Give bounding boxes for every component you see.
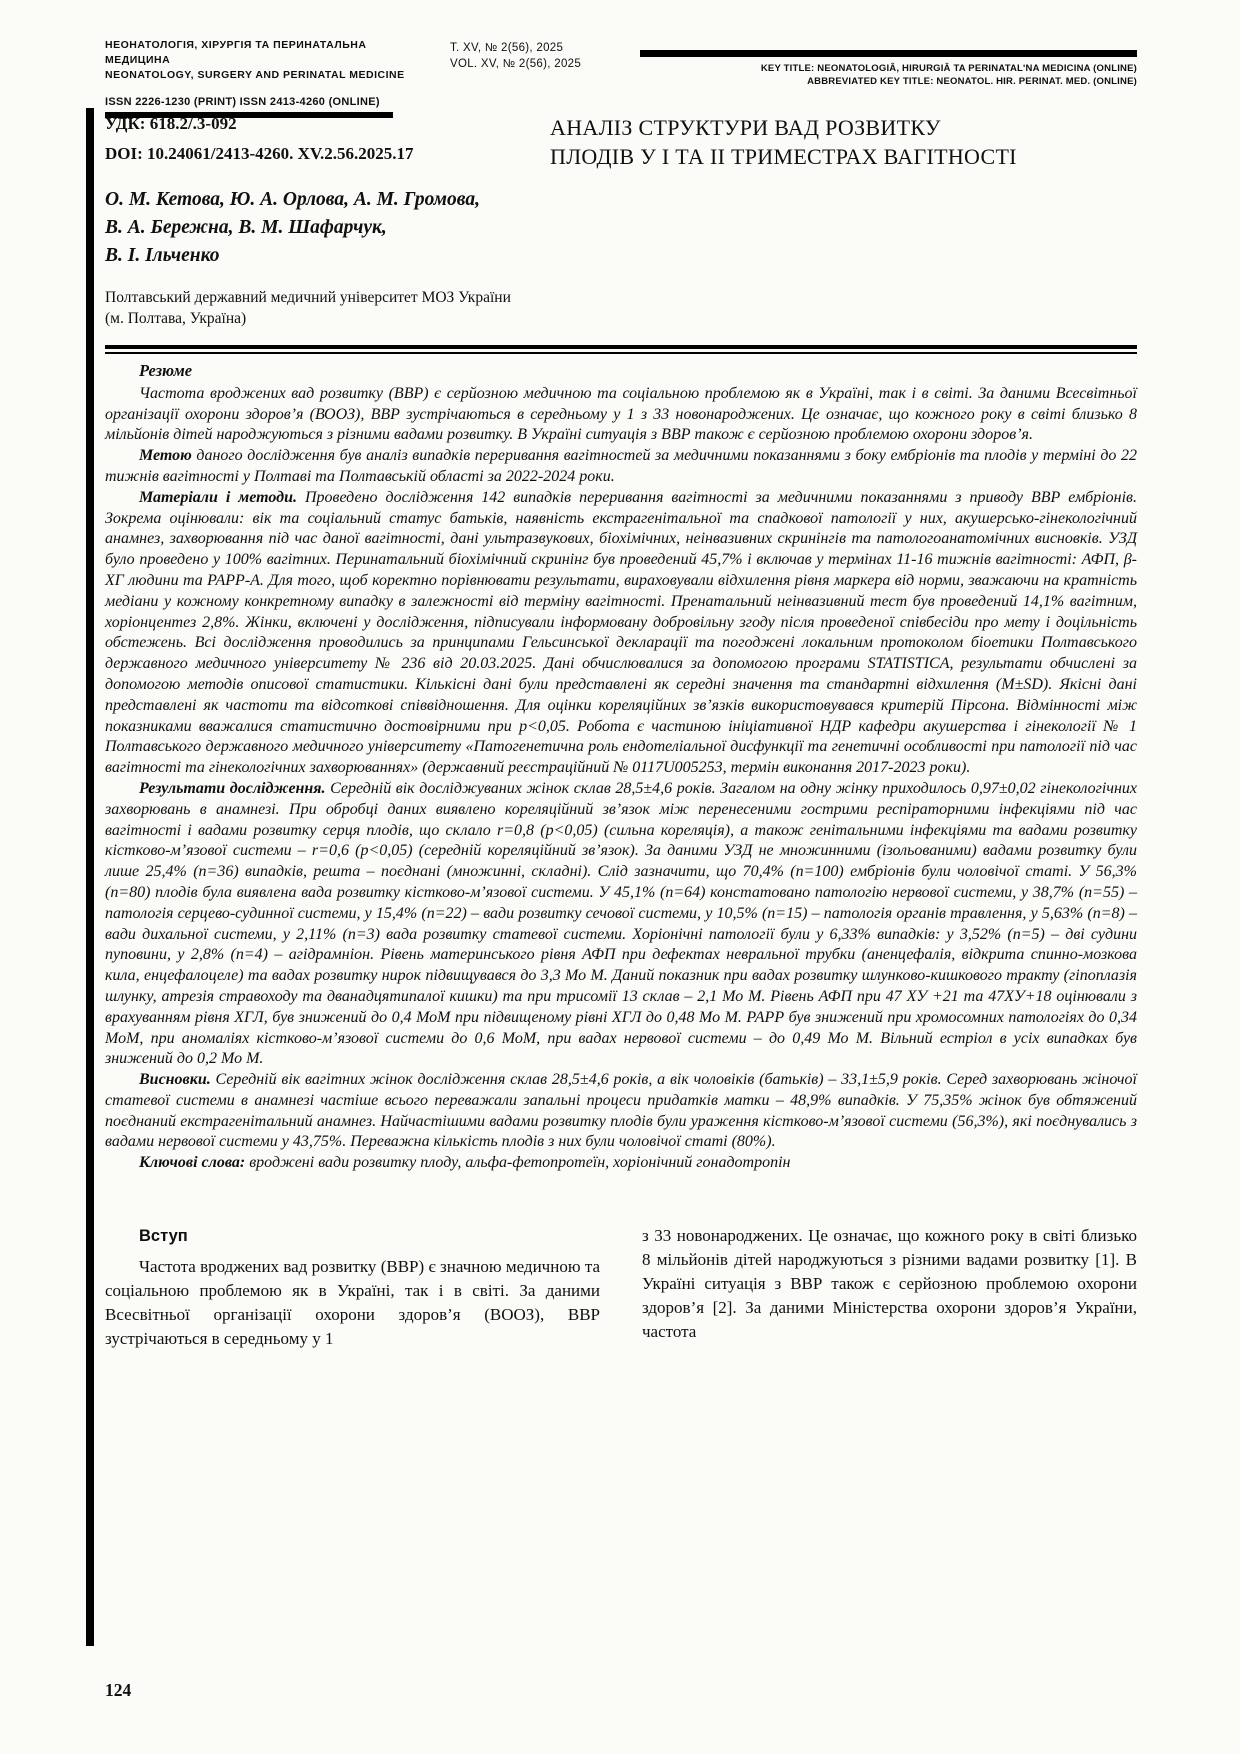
affiliation-block <box>105 287 550 329</box>
abbreviated-key-title: ABBREVIATED KEY TITLE: NEONATOL. HIR. PERINAT. MED. (ONLINE) <box>807 76 1137 87</box>
abstract-results-text: Середній вік досліджуваних жінок склав 28,5±4,6 років. Загалом на одну жінку приходилось 0,97±0,02 гінекологічних захворювань в анамнезі. При обробці даних виявлено кореляційний зв’язок між перенесеними гострими респіраторними інфекціями під час вагітності і вадами розвитку серця плодів, що склало r=0,8 (p<0,05) (сильна кореляція), а також генітальними інфекціями та вадами розвитку кістково-м’язової системи – r=0,6 (p<0,05) (середній кореляційний зв’язок). За даними УЗД не множинними (ізольованими) вадами розвитку були лише 25,4% (n=36) випадків, решта – поєднані (множинні, складні). Слід зазначити, що 70,4% (n=100) ембріонів були чоловічої статі. У 56,3% (n=80) плодів була виявлена вада розвитку кістково-м’язової системи. У 45,1% (n=64) констатовано патологію нервової системи, у 38,7% (n=55) – патологія серцево-судинної системи, у 15,4% (n=22) – вади розвитку сечової системи, у 10,5% (n=15) – патологія органів травлення, у 5,63% (n=8) – вади дихальної системи, у 2,11% (n=3) вада розвитку статевої системи. Хоріонічні патології були у 6,33% випадків: у 3,52% (n=5) – дві судини пуповини, у 2,8% (n=4) – агідрамніон. Рівень материнського рівня АФП при дефектах невральної трубки (аненцефалія, відкрита спинно-мозкова кила, енцефалоцеле) та вадах розвитку нирок підвищувався до 3,3 Мо М. Даний показник при вадах розвитку шлунково-кишкового тракту (гіпоплазія шлунку, атрезія стравоходу та дванадцятипалої кишки) та при трисомії 13 склав – 2,1 Мо М. Рівень АФП при 47 ХУ +21 та 47ХУ+18 оцінювали з врахуванням рівня ХГЛ, був знижений до 0,4 МоМ при підвищеному рівні ХГЛ до 0,48 Мо М. РАРР був знижений при хромосомних патологіях до 0,34 МоМ, при аномаліях кістково-м’язової системи до 0,6 МоМ, при вадах нервової системи – до 0,49 Мо М. Вільний естріол в усіх випадках був знижений до 0,2 Мо М. <box>105 779 1138 1068</box>
issue-volume-uk: Т. XV, № 2(56), 2025 <box>450 42 564 54</box>
abstract-heading: Резюме <box>139 361 193 380</box>
abstract-conclusions-label: Висновки. <box>139 1071 211 1089</box>
abstract-results <box>105 779 1137 1070</box>
page-number: 124 <box>105 1680 132 1700</box>
article-head-left <box>105 112 550 329</box>
journal-name-en: NEONATOLOGY, SURGERY AND PERINATAL MEDICINE <box>105 69 405 81</box>
author-line: В. І. Ільченко <box>105 245 220 266</box>
issue-volume-en: VOL. XV, № 2(56), 2025 <box>450 58 582 70</box>
left-margin-rule <box>86 108 94 1646</box>
masthead-issue <box>450 40 581 72</box>
affiliation-line: (м. Полтава, Україна) <box>105 310 247 327</box>
abstract-aim <box>105 446 1137 488</box>
abstract-conclusions-text: Середній вік вагітних жінок дослідження склав 28,5±4,6 років, а вік чоловіків (батьків) – 33,1±5,9 років. Серед захворювань жіночої статевої системи в анамнезі частіше всього переважали запальні процеси придатків матки – 48,9% випадків. У 75,35% жінок був обтяжений поєднаний екстрагенітальний анамнез. Найчастішими вадами розвитку плодів були ураження кістково-м’язової системи (56,3%), які поєднувались з вадами нервової системи у 43,75%. Переважна кількість плодів з них були чоловічої статі (80%). <box>105 1071 1137 1151</box>
intro-right-column <box>642 1224 1137 1351</box>
key-title: KEY TITLE: NEONATOLOGIÂ, HIRURGIÂ TA PERINATALʹNA MEDICINA (ONLINE) <box>760 63 1137 74</box>
udc-number: УДК: 618.2/.3-092 <box>105 114 237 133</box>
issn-line: ISSN 2226-1230 (PRINT) ISSN 2413-4260 (ONLINE) <box>105 96 380 108</box>
keywords-text: вроджені вади розвитку плоду, альфа-фетопротеїн, хоріонічний гонадотропін <box>245 1154 791 1172</box>
introduction-section <box>105 1224 1137 1351</box>
abstract-keywords <box>105 1153 1137 1174</box>
double-horizontal-rule <box>105 345 1137 354</box>
abstract-methods-text: Проведено дослідження 142 випадків переривання вагітності за медичними показаннями з приводу ВВР ембріонів. Зокрема оцінювали: вік та соціальний статус батьків, наявність екстрагенітальної та спадкової патології у них, акушерсько-гінекологічний анамнез, захворювання під час даної вагітності, дані ультразвукових, біохімічних, неінвазивних скринінгів та патологоанатомічних висновків. УЗД було проведено у 100% вагітних. Перинатальний біохімічний скринінг був проведений 45,7% і включав у термінах 11-16 тижнів вагітності: АФП, β-ХГ людини та РАРР-А. Для того, щоб коректно порівнювати результати, вираховували відхилення рівня маркера від норми, зважаючи на кратність медіани у кожному конкретному випадку в залежності від терміну вагітності. Пренатальний неінвазивний тест був проведений 14,1% вагітним, хоріонцентез 2,8%. Жінки, включені у дослідження, підписували інформовану добровільну згоду після проведеної співбесіди про мету і доцільність обстежень. Всі дослідження проводились за принципами Гельсинської декларації та погоджені локальним протоколом біоетики Полтавського державного медичного університету № 236 від 20.03.2025. Дані обчислювалися за допомогою програми STATISTICA, результати обчислені за допомогою методів описової статистики. Кількісні дані були представлені як середні значення та стандартні відхилення (M±SD). Якісні дані представлені як частоти та відсоткові співвідношення. Для оцінки кореляційних зв’язків використовувався критерій Пірсона. Відмінності між показниками вважалися статистично достовірними при p<0,05. Робота є частиною ініціативної НДР кафедри акушерства і гінекології № 1 Полтавського державного медичного університету «Патогенетична роль ендотеліальної дисфункції та генетичні особливості при патології під час вагітності та гінекологічних захворюваннях» (державний реєстраційний № 0117U005253, термін виконання 2017-2023 роки). <box>105 488 1138 777</box>
article-head-right <box>550 112 1137 329</box>
abstract-conclusions <box>105 1070 1137 1153</box>
authors-block <box>105 186 550 270</box>
article-head <box>105 112 1137 329</box>
journal-name-uk: НЕОНАТОЛОГІЯ, ХІРУРГІЯ ТА ПЕРИНАТАЛЬНА МЕДИЦИНА <box>105 39 367 66</box>
author-line: В. А. Бережна, В. М. Шафарчук, <box>105 217 387 238</box>
intro-left-column <box>105 1224 600 1351</box>
intro-heading: Вступ <box>139 1227 188 1246</box>
abstract-section <box>105 361 1137 1174</box>
doi-number: DOI: 10.24061/2413-4260. XV.2.56.2025.17 <box>105 144 414 163</box>
abstract-background: Частота вроджених вад розвитку (ВВР) є серйозною медичною та соціальною проблемою як в Україні, так і в світі. За даними Всесвітньої організації охорони здоров’я (ВООЗ), ВВР зустрічаються в середньому у 1 з 33 новонароджених. Це означає, що кожного року в світі близько 8 мільйонів дітей народжуються з різними вадами розвитку. В Україні ситуація з ВВР також є серйозною проблемою охорони здоров’я. <box>105 384 1137 444</box>
intro-left-paragraph: Частота вроджених вад розвитку (ВВР) є значною медичною та соціальною проблемою як в Україні, так і в світі. За даними Всесвітньої організації охорони здоров’я (ВООЗ), ВВР зустрічаються в середньому у 1 <box>105 1257 600 1349</box>
abstract-results-label: Результати дослідження. <box>139 779 326 797</box>
intro-right-paragraph: з 33 новонароджених. Це означає, що кожного року в світі близько 8 мільйонів дітей народжуються з різними вадами розвитку [1]. В Україні ситуація з ВВР також є серйозною проблемою охорони здоров’я [2]. За даними Міністерства охорони здоров’я України, частота <box>642 1226 1137 1342</box>
affiliation-line: Полтавський державний медичний університет МОЗ України <box>105 289 511 306</box>
article-title: АНАЛІЗ СТРУКТУРИ ВАД РОЗВИТКУ ПЛОДІВ У І ТА ІІ ТРИМЕСТРАХ ВАГІТНОСТІ <box>550 115 1017 169</box>
page-content <box>105 112 1137 1351</box>
abstract-methods <box>105 488 1137 779</box>
keywords-label: Ключові слова: <box>139 1154 246 1172</box>
key-title-top-bar <box>640 50 1137 57</box>
abstract-methods-label: Матеріали і методи. <box>139 488 297 506</box>
masthead-right <box>640 50 1137 88</box>
abstract-aim-text: даного дослідження був аналіз випадків переривання вагітностей за медичними показаннями з боку ембріонів та плодів у терміні до 22 тижнів вагітності у Полтаві та Полтавській області за 2022-2024 роки. <box>105 447 1137 485</box>
abstract-aim-label: Метою <box>139 447 192 465</box>
masthead-left <box>105 38 415 118</box>
author-line: О. М. Кетова, Ю. А. Орлова, А. М. Громова, <box>105 189 480 210</box>
